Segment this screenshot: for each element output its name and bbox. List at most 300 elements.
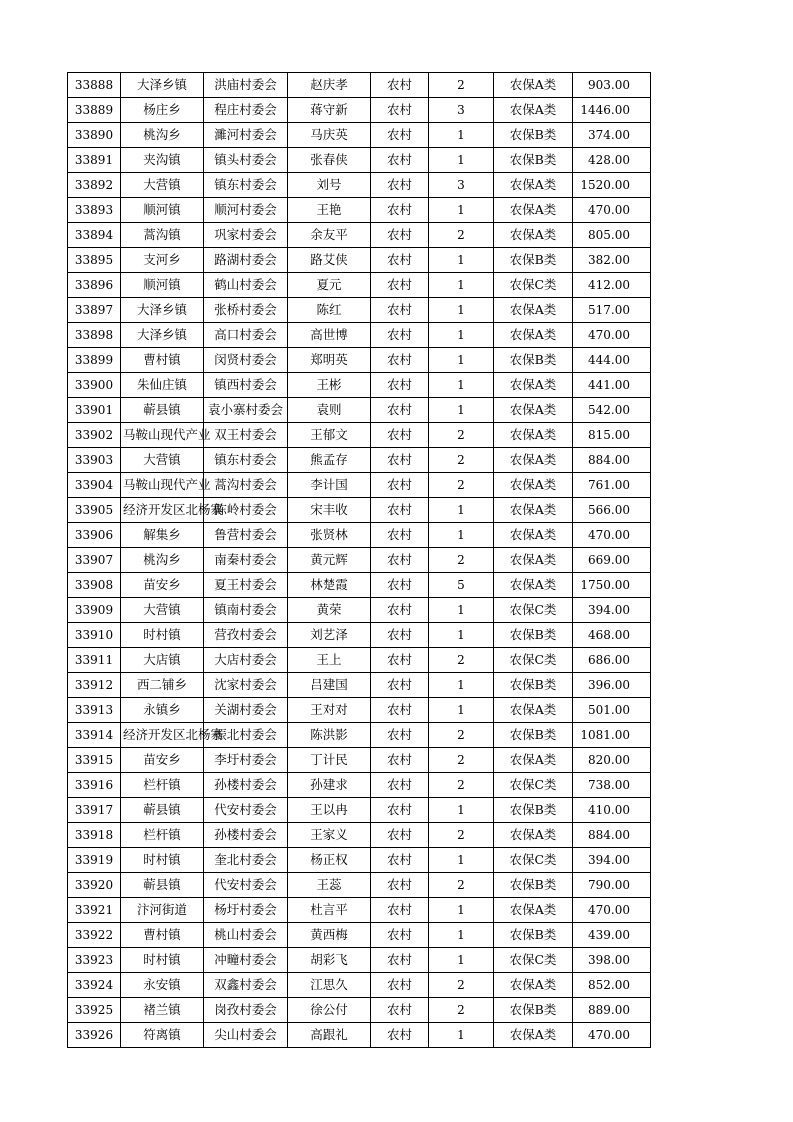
town-cell: 栏杆镇: [121, 823, 204, 848]
row-number-cell: 33919: [68, 848, 121, 873]
amount-cell: 852.00: [573, 973, 651, 998]
household-count-cell: 1: [429, 123, 494, 148]
insurance-category-cell: 农保A类: [494, 323, 573, 348]
table-row: [68, 498, 651, 523]
insurance-category-cell: 农保A类: [494, 423, 573, 448]
household-count-cell: 1: [429, 798, 494, 823]
town-cell: 蕲县镇: [121, 873, 204, 898]
household-count-cell: 2: [429, 473, 494, 498]
insurance-category-cell: 农保A类: [494, 448, 573, 473]
area-type-cell: 农村: [371, 123, 429, 148]
amount-cell: 470.00: [573, 898, 651, 923]
town-cell: 大泽乡镇: [121, 298, 204, 323]
insurance-category-cell: 农保B类: [494, 798, 573, 823]
name-cell: 高世博: [288, 323, 371, 348]
table-row: [68, 1023, 651, 1048]
insurance-category-cell: 农保A类: [494, 98, 573, 123]
table-row: [68, 123, 651, 148]
name-cell: 丁计民: [288, 748, 371, 773]
data-table: [67, 72, 651, 1048]
village-committee-cell: 镇东村委会: [204, 448, 288, 473]
town-cell: 顺河镇: [121, 198, 204, 223]
town-cell: 蕲县镇: [121, 798, 204, 823]
row-number-cell: 33907: [68, 548, 121, 573]
row-number-cell: 33925: [68, 998, 121, 1023]
village-committee-cell: 濉河村委会: [204, 123, 288, 148]
row-number-cell: 33923: [68, 948, 121, 973]
household-count-cell: 2: [429, 448, 494, 473]
area-type-cell: 农村: [371, 998, 429, 1023]
amount-cell: 566.00: [573, 498, 651, 523]
insurance-category-cell: 农保B类: [494, 123, 573, 148]
table-row: [68, 348, 651, 373]
town-cell: 马鞍山现代产业: [121, 473, 204, 498]
row-number-cell: 33897: [68, 298, 121, 323]
insurance-category-cell: 农保C类: [494, 273, 573, 298]
amount-cell: 517.00: [573, 298, 651, 323]
name-cell: 王上: [288, 648, 371, 673]
insurance-category-cell: 农保B类: [494, 923, 573, 948]
village-committee-cell: 镇东村委会: [204, 173, 288, 198]
row-number-cell: 33918: [68, 823, 121, 848]
town-cell: 永镇乡: [121, 698, 204, 723]
amount-cell: 669.00: [573, 548, 651, 573]
table-row: [68, 773, 651, 798]
name-cell: 王家义: [288, 823, 371, 848]
household-count-cell: 2: [429, 223, 494, 248]
name-cell: 江思久: [288, 973, 371, 998]
village-committee-cell: 冲疃村委会: [204, 948, 288, 973]
amount-cell: 889.00: [573, 998, 651, 1023]
insurance-category-cell: 农保B类: [494, 248, 573, 273]
village-committee-cell: 夏王村委会: [204, 573, 288, 598]
amount-cell: 412.00: [573, 273, 651, 298]
area-type-cell: 农村: [371, 348, 429, 373]
row-number-cell: 33905: [68, 498, 121, 523]
town-cell: 永安镇: [121, 973, 204, 998]
village-committee-cell: 鹤山村委会: [204, 273, 288, 298]
table-row: [68, 998, 651, 1023]
amount-cell: 382.00: [573, 248, 651, 273]
amount-cell: 441.00: [573, 373, 651, 398]
amount-cell: 470.00: [573, 198, 651, 223]
row-number-cell: 33922: [68, 923, 121, 948]
town-cell: 夹沟镇: [121, 148, 204, 173]
village-committee-cell: 程庄村委会: [204, 98, 288, 123]
village-committee-cell: 巩家村委会: [204, 223, 288, 248]
village-committee-cell: 沈家村委会: [204, 673, 288, 698]
village-committee-cell: 镇头村委会: [204, 148, 288, 173]
town-cell: 时村镇: [121, 848, 204, 873]
household-count-cell: 1: [429, 598, 494, 623]
household-count-cell: 1: [429, 848, 494, 873]
area-type-cell: 农村: [371, 223, 429, 248]
row-number-cell: 33902: [68, 423, 121, 448]
insurance-category-cell: 农保A类: [494, 473, 573, 498]
name-cell: 刘号: [288, 173, 371, 198]
town-cell: 大营镇: [121, 598, 204, 623]
village-committee-cell: 袁小寨村委会: [204, 398, 288, 423]
household-count-cell: 2: [429, 723, 494, 748]
row-number-cell: 33888: [68, 73, 121, 98]
town-cell: 杨庄乡: [121, 98, 204, 123]
household-count-cell: 2: [429, 423, 494, 448]
village-committee-cell: 营孜村委会: [204, 623, 288, 648]
amount-cell: 398.00: [573, 948, 651, 973]
insurance-category-cell: 农保B类: [494, 673, 573, 698]
amount-cell: 501.00: [573, 698, 651, 723]
amount-cell: 1081.00: [573, 723, 651, 748]
area-type-cell: 农村: [371, 173, 429, 198]
amount-cell: 374.00: [573, 123, 651, 148]
town-cell: 马鞍山现代产业: [121, 423, 204, 448]
name-cell: 刘艺泽: [288, 623, 371, 648]
amount-cell: 394.00: [573, 598, 651, 623]
row-number-cell: 33899: [68, 348, 121, 373]
table-row: [68, 948, 651, 973]
insurance-category-cell: 农保A类: [494, 698, 573, 723]
row-number-cell: 33909: [68, 598, 121, 623]
name-cell: 黄元辉: [288, 548, 371, 573]
amount-cell: 1750.00: [573, 573, 651, 598]
insurance-category-cell: 农保A类: [494, 973, 573, 998]
name-cell: 黄西梅: [288, 923, 371, 948]
area-type-cell: 农村: [371, 548, 429, 573]
row-number-cell: 33889: [68, 98, 121, 123]
table-row: [68, 648, 651, 673]
insurance-category-cell: 农保B类: [494, 148, 573, 173]
row-number-cell: 33906: [68, 523, 121, 548]
area-type-cell: 农村: [371, 948, 429, 973]
name-cell: 陈红: [288, 298, 371, 323]
table-row: [68, 273, 651, 298]
name-cell: 余友平: [288, 223, 371, 248]
household-count-cell: 1: [429, 398, 494, 423]
table-row: [68, 473, 651, 498]
insurance-category-cell: 农保C类: [494, 848, 573, 873]
town-cell: 桃沟乡: [121, 123, 204, 148]
area-type-cell: 农村: [371, 723, 429, 748]
name-cell: 王彬: [288, 373, 371, 398]
amount-cell: 470.00: [573, 523, 651, 548]
table-row: [68, 598, 651, 623]
village-committee-cell: 杨圩村委会: [204, 898, 288, 923]
area-type-cell: 农村: [371, 373, 429, 398]
row-number-cell: 33917: [68, 798, 121, 823]
area-type-cell: 农村: [371, 698, 429, 723]
village-committee-cell: 张桥村委会: [204, 298, 288, 323]
village-committee-cell: 孙楼村委会: [204, 823, 288, 848]
town-cell: 桃沟乡: [121, 548, 204, 573]
household-count-cell: 2: [429, 823, 494, 848]
table-row: [68, 898, 651, 923]
town-cell: 经济开发区北杨寨: [121, 723, 204, 748]
household-count-cell: 2: [429, 73, 494, 98]
household-count-cell: 1: [429, 198, 494, 223]
household-count-cell: 1: [429, 1023, 494, 1048]
village-committee-cell: 奎北村委会: [204, 848, 288, 873]
village-committee-cell: 李圩村委会: [204, 748, 288, 773]
row-number-cell: 33890: [68, 123, 121, 148]
amount-cell: 884.00: [573, 448, 651, 473]
table-row: [68, 798, 651, 823]
amount-cell: 468.00: [573, 623, 651, 648]
town-cell: 时村镇: [121, 948, 204, 973]
area-type-cell: 农村: [371, 748, 429, 773]
amount-cell: 396.00: [573, 673, 651, 698]
table-row: [68, 298, 651, 323]
insurance-category-cell: 农保B类: [494, 623, 573, 648]
area-type-cell: 农村: [371, 398, 429, 423]
area-type-cell: 农村: [371, 198, 429, 223]
town-cell: 蕲县镇: [121, 398, 204, 423]
insurance-category-cell: 农保B类: [494, 873, 573, 898]
table-row: [68, 548, 651, 573]
area-type-cell: 农村: [371, 323, 429, 348]
town-cell: 支河乡: [121, 248, 204, 273]
area-type-cell: 农村: [371, 823, 429, 848]
village-committee-cell: 尖山村委会: [204, 1023, 288, 1048]
town-cell: 大泽乡镇: [121, 73, 204, 98]
insurance-category-cell: 农保C类: [494, 773, 573, 798]
name-cell: 李计国: [288, 473, 371, 498]
table-row: [68, 723, 651, 748]
name-cell: 林楚霞: [288, 573, 371, 598]
household-count-cell: 2: [429, 973, 494, 998]
name-cell: 郑明英: [288, 348, 371, 373]
insurance-category-cell: 农保C类: [494, 648, 573, 673]
village-committee-cell: 孙楼村委会: [204, 773, 288, 798]
village-committee-cell: 大店村委会: [204, 648, 288, 673]
insurance-category-cell: 农保A类: [494, 573, 573, 598]
name-cell: 胡彩飞: [288, 948, 371, 973]
amount-cell: 686.00: [573, 648, 651, 673]
village-committee-cell: 代安村委会: [204, 798, 288, 823]
row-number-cell: 33912: [68, 673, 121, 698]
household-count-cell: 1: [429, 348, 494, 373]
table-row: [68, 823, 651, 848]
village-committee-cell: 镇南村委会: [204, 598, 288, 623]
table-row: [68, 198, 651, 223]
household-count-cell: 1: [429, 623, 494, 648]
household-count-cell: 2: [429, 873, 494, 898]
insurance-category-cell: 农保A类: [494, 523, 573, 548]
village-committee-cell: 顺河村委会: [204, 198, 288, 223]
row-number-cell: 33910: [68, 623, 121, 648]
row-number-cell: 33916: [68, 773, 121, 798]
name-cell: 陈洪影: [288, 723, 371, 748]
name-cell: 蒋守新: [288, 98, 371, 123]
village-committee-cell: 桃山村委会: [204, 923, 288, 948]
household-count-cell: 1: [429, 948, 494, 973]
table-row: [68, 373, 651, 398]
town-cell: 大营镇: [121, 173, 204, 198]
area-type-cell: 农村: [371, 98, 429, 123]
insurance-category-cell: 农保A类: [494, 548, 573, 573]
table-body: [68, 73, 651, 1048]
table-row: [68, 148, 651, 173]
name-cell: 吕建国: [288, 673, 371, 698]
name-cell: 杨正权: [288, 848, 371, 873]
name-cell: 王以冉: [288, 798, 371, 823]
area-type-cell: 农村: [371, 598, 429, 623]
household-count-cell: 2: [429, 748, 494, 773]
area-type-cell: 农村: [371, 248, 429, 273]
table-row: [68, 848, 651, 873]
town-cell: 大泽乡镇: [121, 323, 204, 348]
table-row: [68, 398, 651, 423]
insurance-category-cell: 农保A类: [494, 498, 573, 523]
insurance-category-cell: 农保A类: [494, 1023, 573, 1048]
table-row: [68, 248, 651, 273]
amount-cell: 542.00: [573, 398, 651, 423]
name-cell: 马庆英: [288, 123, 371, 148]
household-count-cell: 2: [429, 998, 494, 1023]
area-type-cell: 农村: [371, 473, 429, 498]
household-count-cell: 2: [429, 648, 494, 673]
insurance-category-cell: 农保A类: [494, 898, 573, 923]
area-type-cell: 农村: [371, 873, 429, 898]
area-type-cell: 农村: [371, 498, 429, 523]
name-cell: 高跟礼: [288, 1023, 371, 1048]
amount-cell: 1446.00: [573, 98, 651, 123]
area-type-cell: 农村: [371, 298, 429, 323]
town-cell: 栏杆镇: [121, 773, 204, 798]
area-type-cell: 农村: [371, 673, 429, 698]
household-count-cell: 1: [429, 523, 494, 548]
household-count-cell: 5: [429, 573, 494, 598]
name-cell: 徐公付: [288, 998, 371, 1023]
amount-cell: 790.00: [573, 873, 651, 898]
area-type-cell: 农村: [371, 898, 429, 923]
row-number-cell: 33926: [68, 1023, 121, 1048]
row-number-cell: 33900: [68, 373, 121, 398]
area-type-cell: 农村: [371, 423, 429, 448]
table-row: [68, 673, 651, 698]
village-committee-cell: 路湖村委会: [204, 248, 288, 273]
insurance-category-cell: 农保B类: [494, 723, 573, 748]
area-type-cell: 农村: [371, 848, 429, 873]
village-committee-cell: 代安村委会: [204, 873, 288, 898]
area-type-cell: 农村: [371, 448, 429, 473]
name-cell: 熊孟存: [288, 448, 371, 473]
amount-cell: 428.00: [573, 148, 651, 173]
town-cell: 大店镇: [121, 648, 204, 673]
household-count-cell: 1: [429, 898, 494, 923]
amount-cell: 410.00: [573, 798, 651, 823]
insurance-category-cell: 农保A类: [494, 373, 573, 398]
table-row: [68, 448, 651, 473]
amount-cell: 738.00: [573, 773, 651, 798]
household-count-cell: 1: [429, 248, 494, 273]
table-row: [68, 323, 651, 348]
town-cell: 顺河镇: [121, 273, 204, 298]
amount-cell: 439.00: [573, 923, 651, 948]
village-committee-cell: 蒿沟村委会: [204, 473, 288, 498]
village-committee-cell: 陈岭村委会: [204, 498, 288, 523]
area-type-cell: 农村: [371, 648, 429, 673]
household-count-cell: 2: [429, 548, 494, 573]
household-count-cell: 1: [429, 673, 494, 698]
amount-cell: 470.00: [573, 1023, 651, 1048]
table-row: [68, 873, 651, 898]
insurance-category-cell: 农保A类: [494, 748, 573, 773]
insurance-category-cell: 农保A类: [494, 173, 573, 198]
table-row: [68, 173, 651, 198]
town-cell: 经济开发区北杨寨: [121, 498, 204, 523]
name-cell: 赵庆孝: [288, 73, 371, 98]
household-count-cell: 1: [429, 498, 494, 523]
town-cell: 符离镇: [121, 1023, 204, 1048]
village-committee-cell: 双王村委会: [204, 423, 288, 448]
amount-cell: 820.00: [573, 748, 651, 773]
row-number-cell: 33914: [68, 723, 121, 748]
area-type-cell: 农村: [371, 273, 429, 298]
village-committee-cell: 镇西村委会: [204, 373, 288, 398]
household-count-cell: 1: [429, 373, 494, 398]
name-cell: 宋丰收: [288, 498, 371, 523]
area-type-cell: 农村: [371, 623, 429, 648]
amount-cell: 805.00: [573, 223, 651, 248]
household-count-cell: 1: [429, 298, 494, 323]
table-row: [68, 623, 651, 648]
table-row: [68, 423, 651, 448]
row-number-cell: 33911: [68, 648, 121, 673]
amount-cell: 470.00: [573, 323, 651, 348]
insurance-category-cell: 农保A类: [494, 823, 573, 848]
insurance-category-cell: 农保C类: [494, 598, 573, 623]
area-type-cell: 农村: [371, 1023, 429, 1048]
name-cell: 张春侠: [288, 148, 371, 173]
household-count-cell: 2: [429, 773, 494, 798]
village-committee-cell: 岗孜村委会: [204, 998, 288, 1023]
insurance-category-cell: 农保A类: [494, 198, 573, 223]
area-type-cell: 农村: [371, 923, 429, 948]
table-row: [68, 223, 651, 248]
town-cell: 苗安乡: [121, 573, 204, 598]
amount-cell: 884.00: [573, 823, 651, 848]
table-row: [68, 73, 651, 98]
town-cell: 解集乡: [121, 523, 204, 548]
amount-cell: 815.00: [573, 423, 651, 448]
name-cell: 黄荣: [288, 598, 371, 623]
village-committee-cell: 高口村委会: [204, 323, 288, 348]
row-number-cell: 33891: [68, 148, 121, 173]
insurance-category-cell: 农保A类: [494, 298, 573, 323]
name-cell: 王艳: [288, 198, 371, 223]
area-type-cell: 农村: [371, 573, 429, 598]
row-number-cell: 33895: [68, 248, 121, 273]
row-number-cell: 33894: [68, 223, 121, 248]
town-cell: 大营镇: [121, 448, 204, 473]
area-type-cell: 农村: [371, 773, 429, 798]
name-cell: 杜言平: [288, 898, 371, 923]
household-count-cell: 1: [429, 698, 494, 723]
area-type-cell: 农村: [371, 523, 429, 548]
town-cell: 苗安乡: [121, 748, 204, 773]
name-cell: 袁则: [288, 398, 371, 423]
table-row: [68, 698, 651, 723]
village-committee-cell: 洪庙村委会: [204, 73, 288, 98]
table-row: [68, 923, 651, 948]
row-number-cell: 33913: [68, 698, 121, 723]
insurance-category-cell: 农保A类: [494, 73, 573, 98]
row-number-cell: 33893: [68, 198, 121, 223]
village-committee-cell: 双鑫村委会: [204, 973, 288, 998]
town-cell: 西二铺乡: [121, 673, 204, 698]
table-row: [68, 98, 651, 123]
insurance-category-cell: 农保A类: [494, 398, 573, 423]
